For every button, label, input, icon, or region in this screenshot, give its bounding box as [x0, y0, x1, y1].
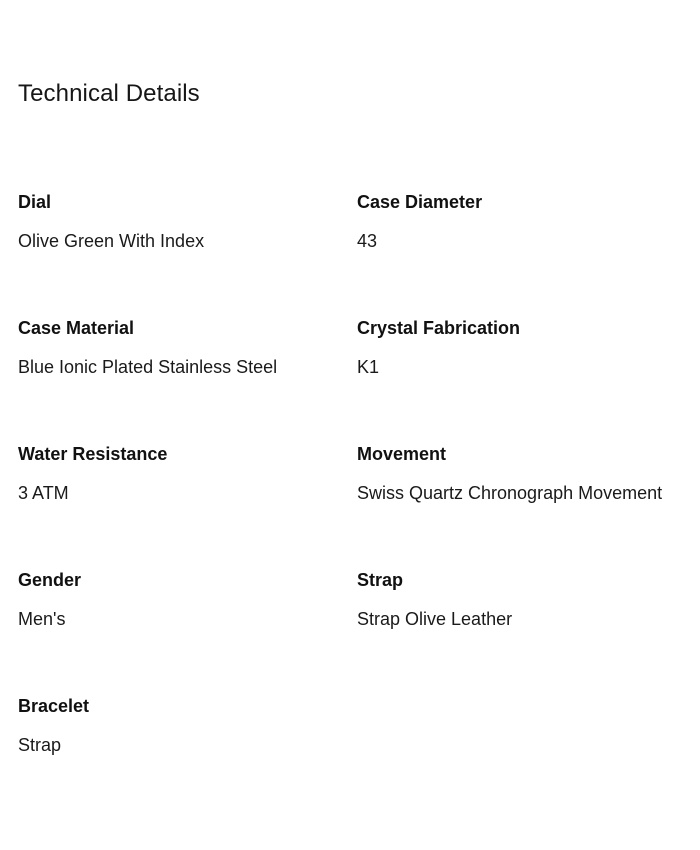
spec-value: Swiss Quartz Chronograph Movement	[357, 483, 663, 503]
spec-movement	[357, 442, 688, 568]
spec-grid	[18, 190, 688, 820]
spec-case-diameter	[357, 190, 688, 316]
spec-value: Men's	[18, 609, 66, 629]
spec-bracelet	[18, 694, 357, 820]
spec-value: Strap Olive Leather	[357, 609, 513, 629]
spec-gender	[18, 568, 357, 694]
spec-value: 3 ATM	[18, 483, 69, 503]
section-title: Technical Details	[18, 80, 200, 107]
spec-strap	[357, 568, 688, 694]
spec-case-material	[18, 316, 357, 442]
spec-value: 43	[357, 231, 378, 251]
spec-label: Strap	[357, 570, 404, 590]
spec-label: Dial	[18, 192, 52, 212]
spec-water-resistance	[18, 442, 357, 568]
spec-value: Blue Ionic Plated Stainless Steel	[18, 357, 278, 377]
spec-label: Water Resistance	[18, 444, 168, 464]
spec-value: Olive Green With Index	[18, 231, 205, 251]
spec-label: Gender	[18, 570, 82, 590]
spec-label: Case Diameter	[357, 192, 483, 212]
spec-dial	[18, 190, 357, 316]
spec-value: Strap	[18, 735, 62, 755]
spec-value: K1	[357, 357, 380, 377]
spec-crystal-fabrication	[357, 316, 688, 442]
spec-label: Crystal Fabrication	[357, 318, 521, 338]
spec-label: Bracelet	[18, 696, 90, 716]
spec-label: Case Material	[18, 318, 135, 338]
spec-label: Movement	[357, 444, 447, 464]
